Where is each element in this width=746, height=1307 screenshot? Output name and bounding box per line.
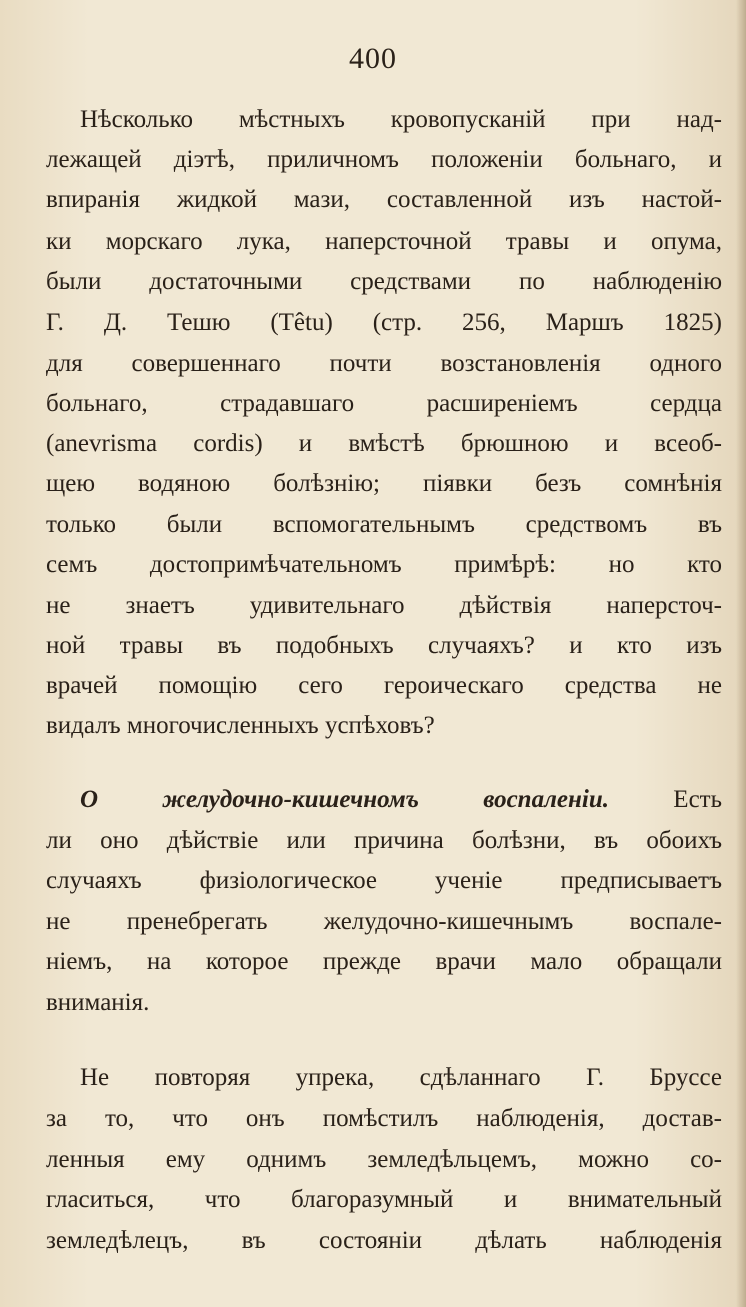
text-line: (anevrisma cordis) и вмѣстѣ брюшною и всеоб- xyxy=(46,430,722,457)
page-number: 400 xyxy=(349,42,397,75)
text-line: ленныя ему однимъ земледѣльцемъ, можно со- xyxy=(46,1146,722,1173)
text-line: не знаетъ удивительнаго дѣйствія наперсточ- xyxy=(46,592,722,619)
text-line: вниманія. xyxy=(46,989,150,1016)
text-line: ки морскаго лука, наперсточной травы и опума, xyxy=(46,228,722,255)
text-line: только были вспомогательнымъ средствомъ въ xyxy=(46,511,722,538)
text-line: щею водяною болѣзнію; піявки безъ сомнѣнія xyxy=(46,470,722,497)
text-line: Нѣсколько мѣстныхъ кровопусканій при над- xyxy=(80,106,722,133)
text-line: были достаточными средствами по наблюденію xyxy=(46,268,722,295)
text-line: земледѣлецъ, въ состояніи дѣлать наблюденія xyxy=(46,1227,722,1254)
text-line: гласиться, что благоразумный и внимательный xyxy=(46,1186,722,1213)
section-title: О желудочно-кишечномъ воспаленіи. xyxy=(80,786,609,813)
text-line: семъ достопримѣчательномъ примѣрѣ: но кто xyxy=(46,551,722,578)
text-line: не пренебрегать желудочно-кишечнымъ воспале- xyxy=(46,908,722,935)
text-line: впиранія жидкой мази, составленной изъ настой- xyxy=(46,186,722,213)
text-line: случаяхъ физіологическое ученіе предписываетъ xyxy=(46,867,722,894)
text-line: для совершеннаго почти возстановленія одного xyxy=(46,350,722,377)
text-line: больнаго, страдавшаго расширеніемъ сердца xyxy=(46,390,722,417)
text-line: ніемъ, на которое прежде врачи мало обращали xyxy=(46,948,722,975)
text-fragment: Есть xyxy=(673,786,722,813)
section-heading-line xyxy=(46,780,722,820)
text-line: ли оно дѣйствіе или причина болѣзни, въ обоихъ xyxy=(46,827,722,854)
text-line: лежащей діэтѣ, приличномъ положеніи больнаго, и xyxy=(46,146,722,173)
text-line: за то, что онъ помѣстилъ наблюденія, достав- xyxy=(46,1105,722,1132)
text-line: Не повторяя упрека, сдѣланнаго Г. Бруссе xyxy=(80,1064,722,1091)
page-edge-shadow xyxy=(736,0,746,1307)
text-line: Г. Д. Тешю (Têtu) (стр. 256, Маршъ 1825) xyxy=(46,309,722,336)
text-line: ной травы въ подобныхъ случаяхъ? и кто изъ xyxy=(46,632,722,659)
text-line: врачей помощію сего героическаго средства не xyxy=(46,672,722,699)
text-line: видалъ многочисленныхъ успѣховъ? xyxy=(46,712,435,739)
